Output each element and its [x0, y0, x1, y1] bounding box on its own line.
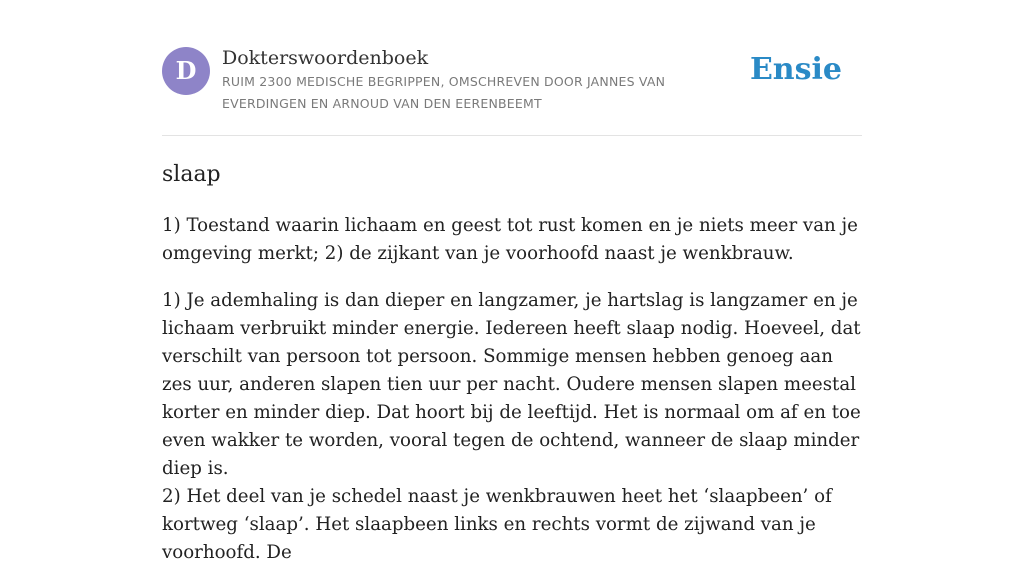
explanation-paragraph-1: 1) Je ademhaling is dan dieper en langzamer, je hartslag is langzamer en je lichaam verbruikt minder energie. Iedereen heeft slaap nodig. Hoeveel, dat verschilt van persoon tot persoon. Sommige mensen hebben genoeg aan zes uur, anderen slapen tien uur per nacht. Oudere mensen slapen meestal korter en minder diep. Dat hoort bij de leeftijd. Het is normaal om af en toe even wakker te worden, vooral tegen de ochtend, wanneer de slaap minder diep is. [162, 290, 861, 479]
entry-explanation [162, 287, 862, 567]
site-header [162, 0, 862, 136]
site-title[interactable]: Dokterswoordenboek [222, 47, 429, 69]
content-container [162, 0, 862, 567]
title-block [222, 46, 702, 115]
explanation-paragraph-2: 2) Het deel van je schedel naast je wenkbrauwen heet het ‘slaapbeen’ of kortweg ‘slaap’. Het slaapbeen links en rechts vormt de zijwand van je voorhoofd. De [162, 486, 832, 563]
brand-logo[interactable]: Ensie [749, 52, 842, 87]
site-subtitle: RUIM 2300 MEDISCHE BEGRIPPEN, OMSCHREVEN DOOR JANNES VAN EVERDINGEN EN ARNOUD VAN DEN EERENBEEMT [222, 74, 666, 111]
avatar[interactable]: D [162, 47, 210, 95]
entry-headword: slaap [162, 162, 221, 187]
entry-definition: 1) Toestand waarin lichaam en geest tot rust komen en je niets meer van je omgeving merkt; 2) de zijkant van je voorhoofd naast je wenkbrauw. [162, 215, 858, 264]
